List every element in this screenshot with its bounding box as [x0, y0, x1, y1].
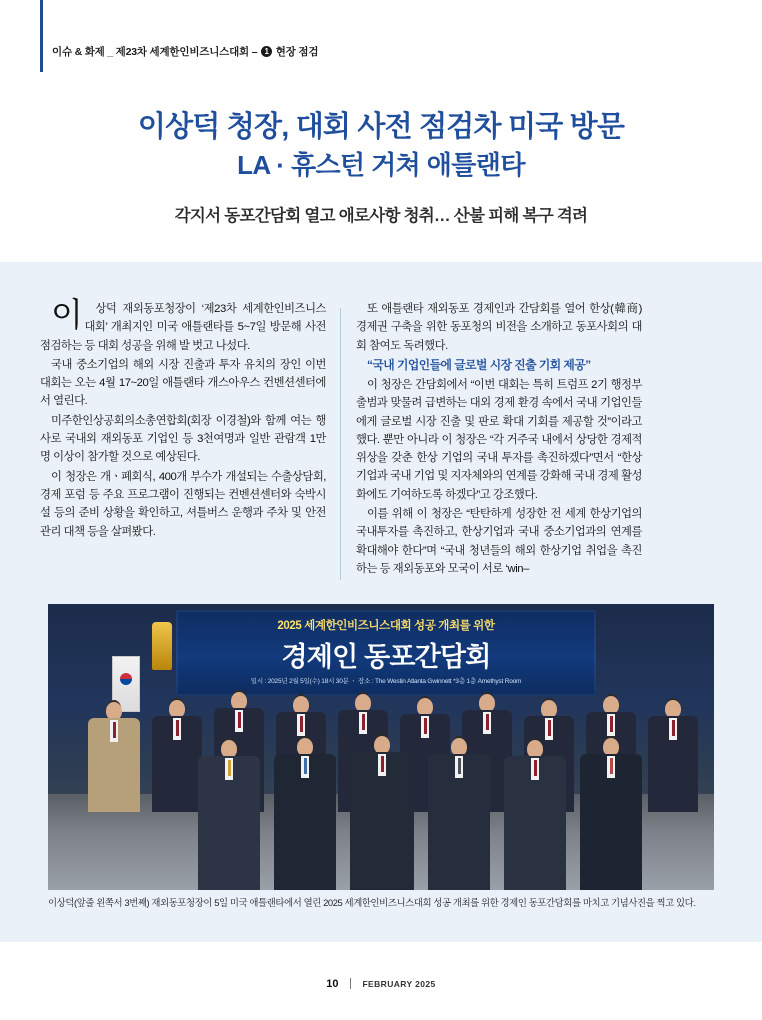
person	[198, 740, 260, 890]
footer-divider	[350, 978, 351, 989]
person-tie	[300, 716, 303, 732]
headline-line-2: LA · 휴스턴 거쳐 애틀랜타	[237, 150, 525, 181]
header-accent-rule	[40, 0, 43, 72]
person-tie	[362, 714, 365, 730]
person-tie	[113, 722, 116, 738]
person-tie	[672, 720, 675, 736]
banner-line-2: 경제인 동포간담회	[281, 642, 491, 672]
section-breadcrumb	[52, 44, 318, 59]
trophy-icon	[152, 622, 172, 670]
page-footer	[0, 975, 762, 993]
lead-paragraph	[40, 296, 326, 355]
section-prefix: 이슈 & 화제 _ 제23차 세계한인비즈니스대회 –	[52, 46, 258, 58]
paragraph: 이 청장은 간담회에서 “이번 대회는 특히 트럼프 2기 행정부 출범과 맞물려 급변하는 대외 경제 환경 속에서 국내 기업인들에게 글로벌 시장 진출 및 판로 확대 기회를 제공할 것”이라고 했다. 뿐만 아니라 이 청장은 “각 거주국 내에서 상당한 경제적 위상을 갖춘 한상 기업의 국내 투자를 촉진하겠다”면서 “한상기업과 국내 기업 및 지자체와의 연계를 강화해 국내 경제 활성화에도 기여하도록 하겠다”고 강조했다.	[356, 379, 642, 501]
paragraph: 이를 위해 이 청장은 “탄탄하게 성장한 전 세계 한상기업의 국내투자를 촉진하고, 한상기업과 국내 중소기업과의 연계를 확대해야 한다”며 “국내 청년들의 해외 한상기업 취업을 촉진하는 등 재외동포와 모국이 서로 ‘win–	[356, 508, 642, 575]
person-tie	[176, 720, 179, 736]
person	[274, 738, 336, 890]
person-tie	[304, 758, 307, 774]
paragraph: 이 청장은 개ㆍ폐회식, 400개 부수가 개설되는 수출상담회, 경제 포럼 등 주요 프로그램이 진행되는 컨벤션센터와 숙박시설 등의 준비 상황을 확인하고, 셔틀버스 운행과 주차 및 안전관리 대책 등을 살펴봤다.	[40, 470, 326, 538]
article-column-left	[40, 296, 326, 541]
headline-line-1: 이상덕 청장, 대회 사전 점검차 미국 방문	[137, 111, 625, 143]
person-tie	[610, 758, 613, 774]
sub-headline: 각지서 동포간담회 열고 애로사항 청취… 산불 피해 복구 격려	[174, 207, 588, 226]
title-block	[0, 110, 762, 226]
event-banner	[176, 610, 596, 696]
drop-cap: 이	[51, 296, 83, 333]
page-header	[0, 0, 762, 92]
issue-date: FEBRUARY 2025	[362, 978, 436, 989]
person	[504, 740, 566, 890]
banner-line-3: 일시 : 2025년 2월 5일(수) 18시 30분 ㆍ 장소 : The Westin Atlanta Gwinnett *3층 1층 Amethyst Room	[250, 678, 522, 685]
person-tie	[381, 756, 384, 772]
article-photo	[48, 604, 714, 890]
paragraph: 국내 중소기업의 해외 시장 진출과 투자 유치의 장인 이번 대회는 오는 4월 17~20일 애틀랜타 개스아우스 컨벤션센터에서 열린다.	[40, 358, 326, 408]
paragraph: 또 애틀랜타 재외동포 경제인과 간담회를 열어 한상(韓商) 경제권 구축을 위한 동포청의 비전을 소개하고 동포사회의 대회 참여도 독려했다.	[356, 303, 642, 352]
section-number-badge: 1	[261, 46, 272, 57]
article-columns	[0, 296, 762, 590]
section-suffix: 현장 점검	[275, 46, 319, 58]
article-subheading: “국내 기업인들에 글로벌 시장 진출 기회 제공”	[367, 357, 591, 372]
lead-paragraph-text: 상덕 재외동포청장이 ‘제23차 세계한인비즈니스대회’ 개최지인 미국 애틀랜타를 5~7일 방문해 사전 점검하는 등 대회 성공을 위해 발 벗고 나섰다.	[40, 303, 326, 352]
person	[152, 700, 202, 812]
photo-caption: 이상덕(앞줄 왼쪽서 3번째) 재외동포청장이 5일 미국 애틀랜타에서 열린 2025 세계한인비즈니스대회 성공 개최를 위한 경제인 동포간담회를 마치고 기념사진을 찍고 있다.	[48, 897, 696, 908]
person	[428, 738, 490, 890]
article-column-right	[356, 300, 642, 578]
person-tie	[486, 714, 489, 730]
person-tie	[548, 720, 551, 736]
person	[580, 738, 642, 890]
person-tie	[228, 760, 231, 776]
person-tie	[610, 716, 613, 732]
taegeuk-icon	[120, 673, 132, 685]
paragraph: 미주한인상공회의소총연합회(회장 이경철)와 함께 여는 행사로 국내외 재외동포 기업인 등 3천여명과 일반 관람객 1만 명 이상이 참가할 것으로 예상된다.	[40, 414, 326, 464]
person	[350, 736, 414, 890]
page-number: 10	[326, 977, 339, 990]
person	[88, 702, 140, 812]
person-tie	[458, 758, 461, 774]
person-tie	[534, 760, 537, 776]
person-tie	[424, 718, 427, 734]
person	[648, 700, 698, 812]
column-divider	[340, 308, 341, 580]
banner-line-1: 2025 세계한인비즈니스대회 성공 개최를 위한	[277, 620, 495, 632]
person-tie	[238, 712, 241, 728]
